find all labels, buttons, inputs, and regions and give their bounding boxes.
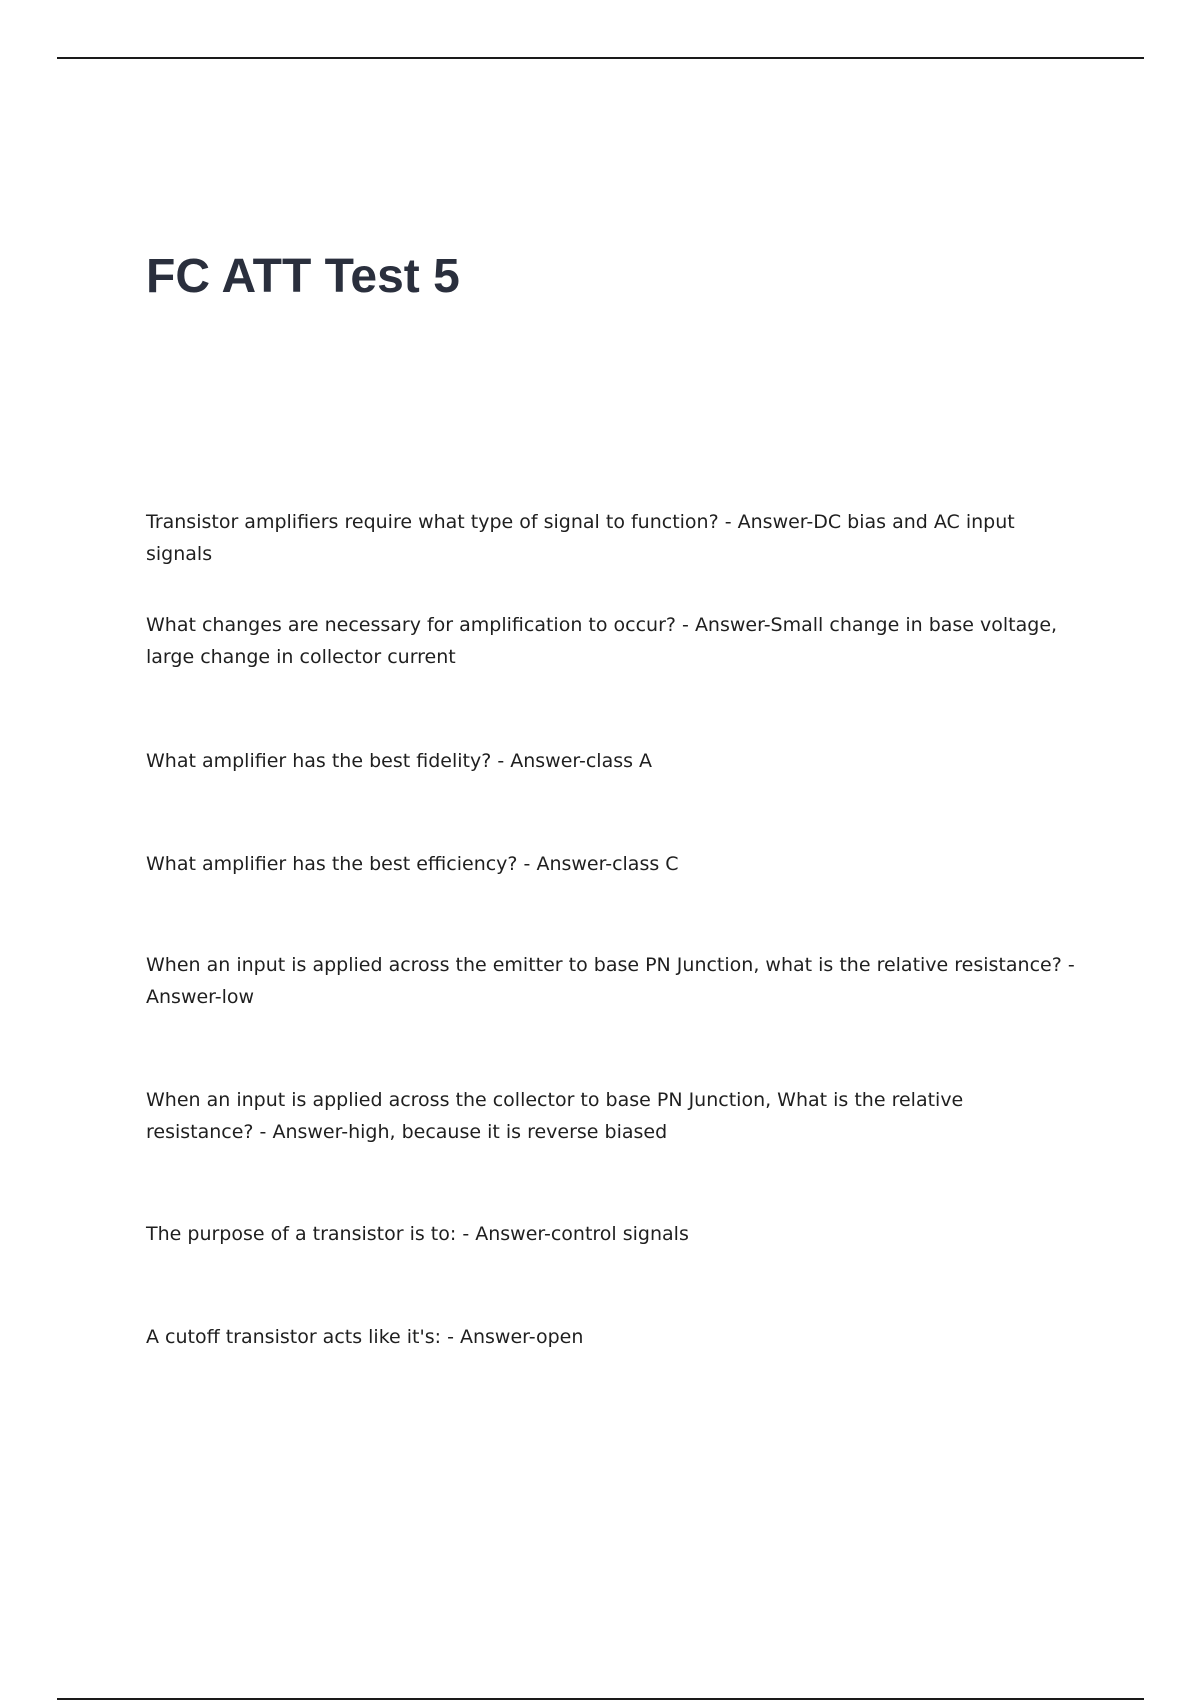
question-text: A cutoff transistor acts like it's: bbox=[146, 1326, 442, 1348]
qa-separator: - bbox=[676, 614, 695, 636]
answer-text: Answer-class C bbox=[536, 853, 679, 875]
qa-separator: - bbox=[456, 1223, 476, 1245]
question-text: When an input is applied across the emitter to base PN Junction, what is the relative resistance? bbox=[146, 954, 1062, 976]
question-text: What changes are necessary for amplification to occur? bbox=[146, 614, 676, 636]
answer-text: Answer-DC bias and AC input signals bbox=[146, 511, 1015, 565]
answer-text: Answer-control signals bbox=[475, 1223, 689, 1245]
qa-item bbox=[146, 848, 1076, 880]
question-text: The purpose of a transistor is to: bbox=[146, 1223, 457, 1245]
answer-text: Answer-Small change in base voltage, large change in collector current bbox=[146, 614, 1058, 668]
document-title: FC ATT Test 5 bbox=[146, 250, 460, 303]
qa-item bbox=[146, 745, 1076, 777]
question-text: When an input is applied across the collector to base PN Junction, What is the relative resistance? bbox=[146, 1089, 964, 1143]
qa-separator: - bbox=[1061, 954, 1075, 976]
qa-separator: - bbox=[491, 750, 511, 772]
qa-item bbox=[146, 609, 1076, 673]
answer-text: Answer-class A bbox=[510, 750, 653, 772]
qa-separator: - bbox=[441, 1326, 460, 1348]
answer-text: Answer-high, because it is reverse biased bbox=[272, 1121, 668, 1143]
qa-item bbox=[146, 1084, 1076, 1148]
answer-text: Answer-low bbox=[146, 986, 255, 1008]
qa-item bbox=[146, 1218, 1076, 1250]
qa-separator: - bbox=[517, 853, 537, 875]
qa-separator: - bbox=[718, 511, 738, 533]
top-rule bbox=[57, 57, 1144, 59]
qa-item bbox=[146, 949, 1076, 1013]
question-text: What amplifier has the best efficiency? bbox=[146, 853, 518, 875]
question-text: What amplifier has the best fidelity? bbox=[146, 750, 492, 772]
qa-separator: - bbox=[253, 1121, 273, 1143]
qa-item bbox=[146, 1321, 1076, 1353]
question-text: Transistor amplifiers require what type of signal to function? bbox=[146, 511, 719, 533]
answer-text: Answer-open bbox=[459, 1326, 584, 1348]
qa-item bbox=[146, 506, 1076, 570]
